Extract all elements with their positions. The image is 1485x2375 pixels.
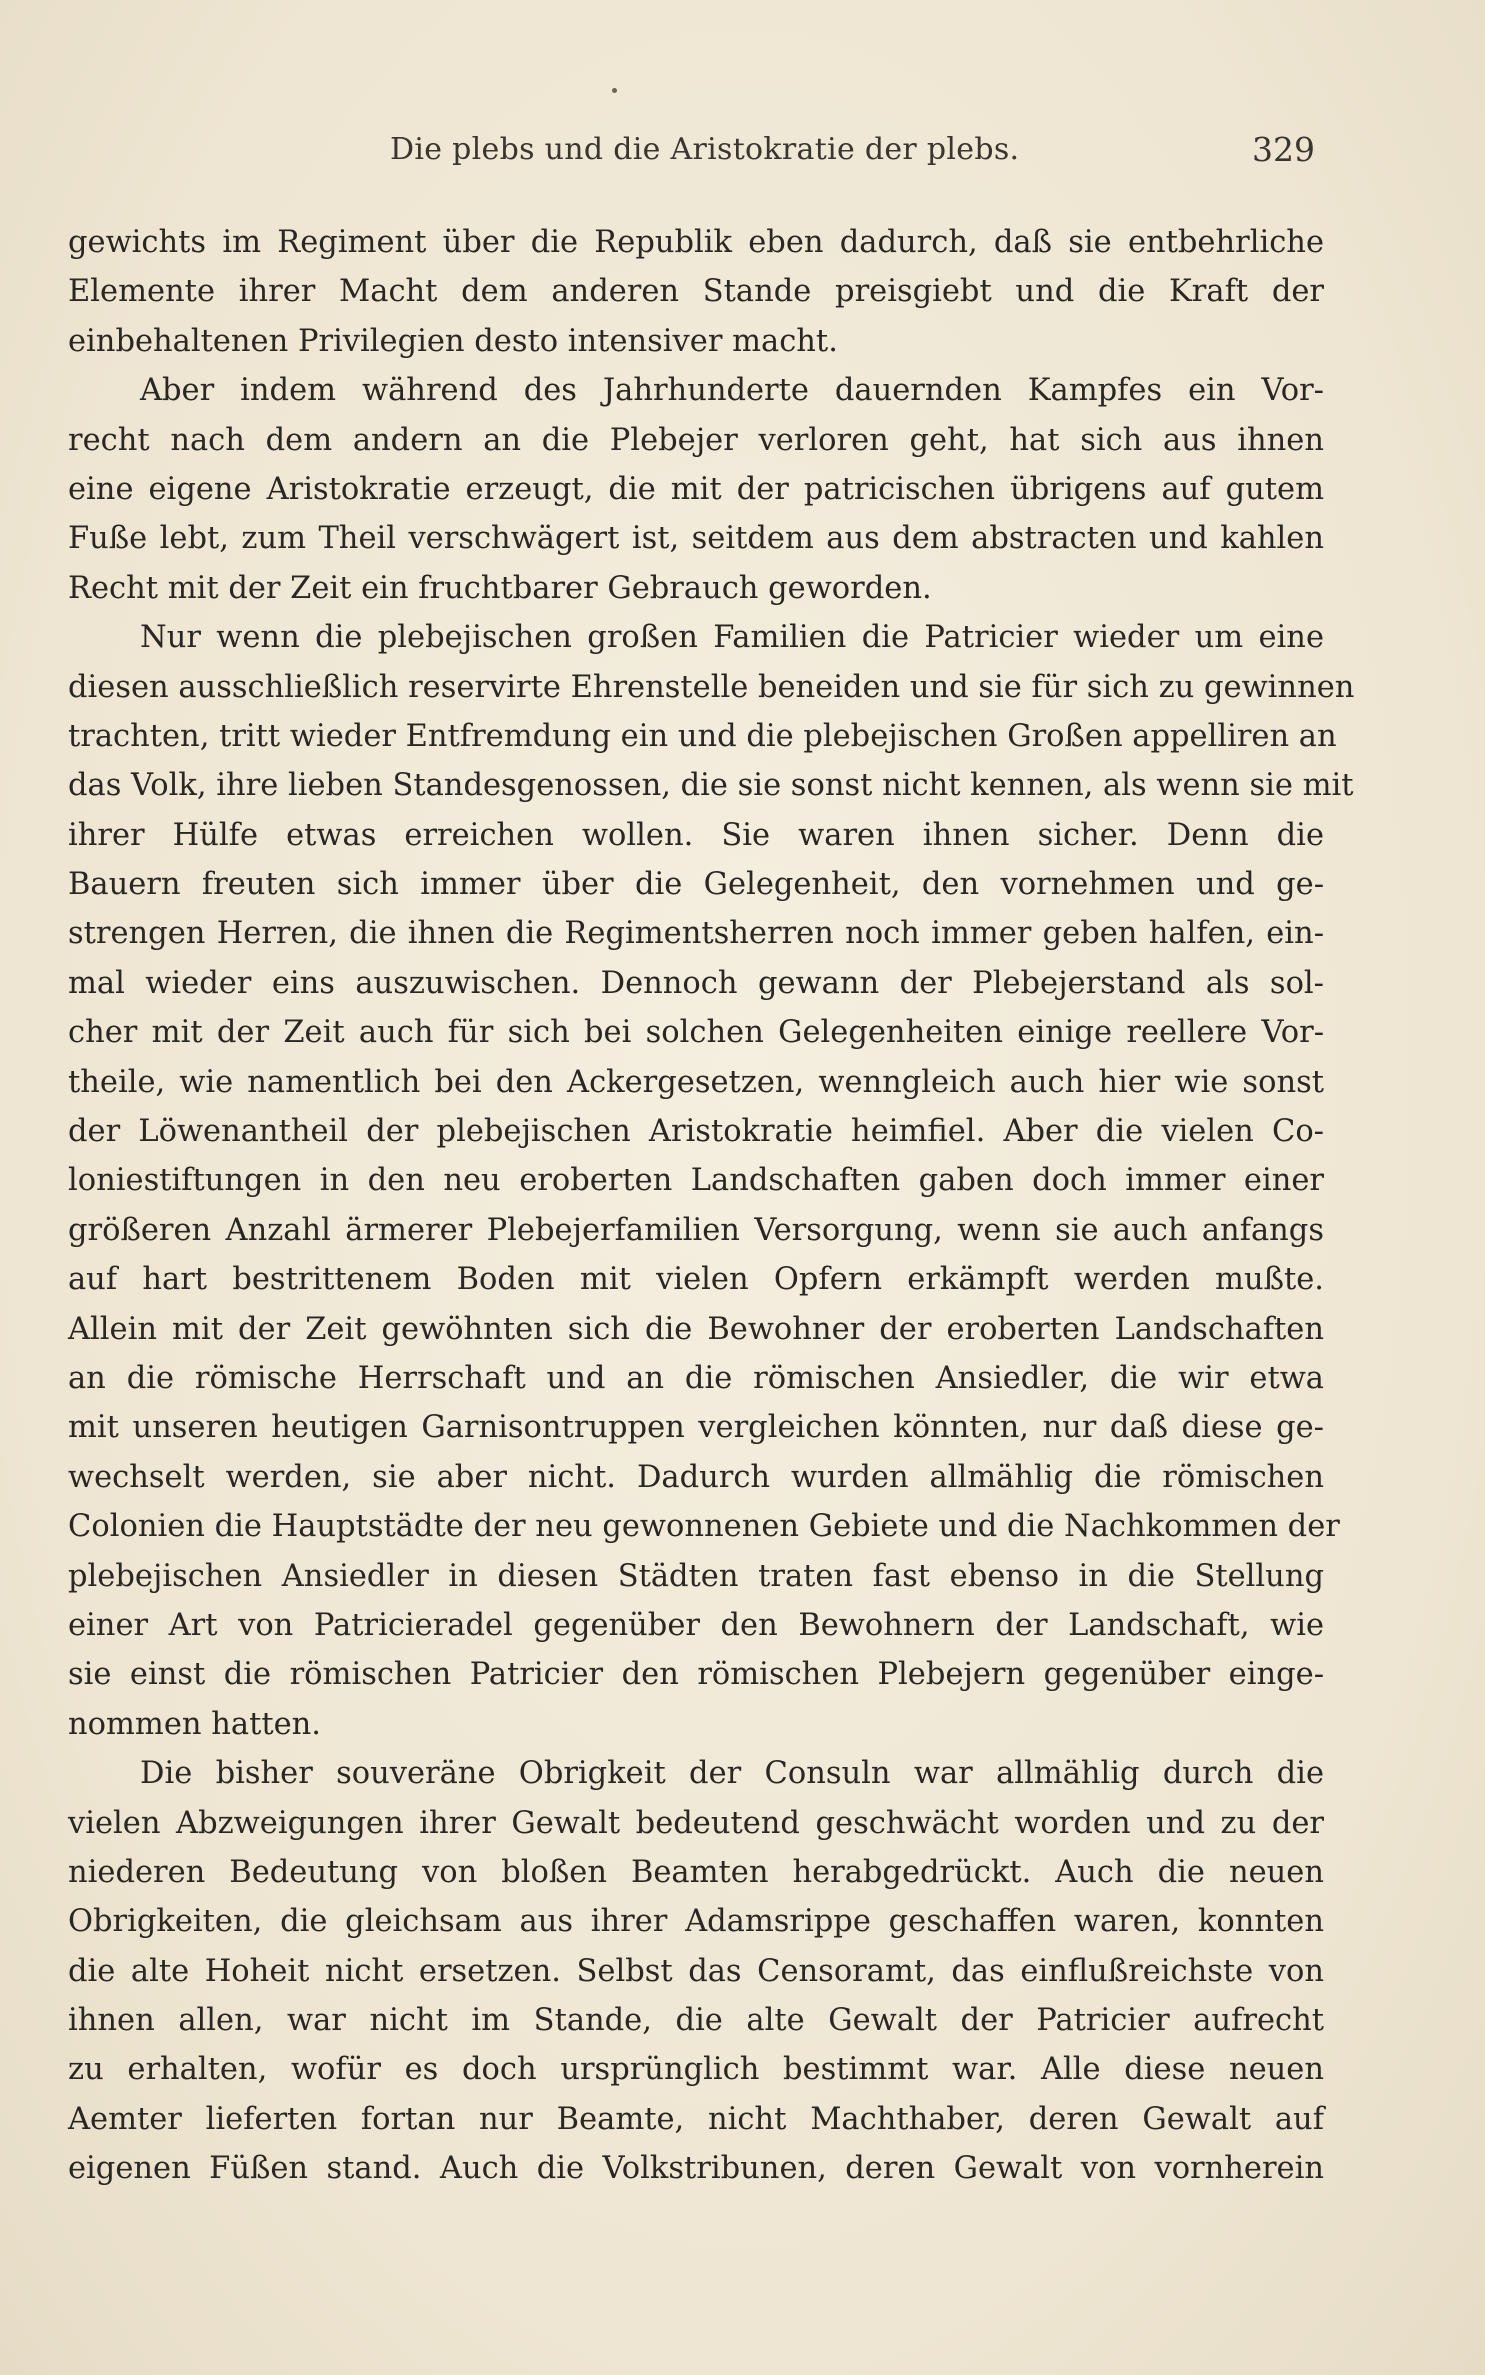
- text-line: an die römische Herrschaft und an die römischen Ansiedler, die wir etwa: [68, 1360, 1324, 1396]
- text-line: sie einst die römischen Patricier den römischen Plebejern gegenüber einge-: [68, 1657, 1324, 1693]
- text-line: eigenen Füßen stand. Auch die Volkstribunen, deren Gewalt von vornherein: [68, 2151, 1324, 2187]
- paragraph-end-line: nommen hatten.: [68, 1706, 321, 1742]
- text-line: gewichts im Regiment über die Republik eben dadurch, daß sie entbehrliche: [68, 225, 1324, 260]
- text-line: cher mit der Zeit auch für sich bei solchen Gelegenheiten einige reellere Vor-: [68, 1015, 1324, 1051]
- page-number: 329: [1252, 130, 1315, 169]
- text-line: vielen Abzweigungen ihrer Gewalt bedeutend geschwächt worden und zu der: [68, 1805, 1324, 1841]
- body-text: [68, 218, 1355, 2194]
- text-line: diesen ausschließlich reservirte Ehrenstelle beneiden und sie für sich zu gewinnen: [68, 669, 1355, 705]
- text-line: Colonien die Hauptstädte der neu gewonnenen Gebiete und die Nachkommen der: [68, 1509, 1340, 1545]
- text-line: mal wieder eins auszuwischen. Dennoch gewann der Plebejerstand als sol-: [68, 965, 1324, 1001]
- paragraph-start-line: Aber indem während des Jahrhunderte dauernden Kampfes ein Vor-: [140, 373, 1324, 409]
- text-line: recht nach dem andern an die Plebejer verloren geht, hat sich aus ihnen: [68, 422, 1324, 458]
- text-line: trachten, tritt wieder Entfremdung ein und die plebejischen Großen appelliren an: [68, 718, 1337, 754]
- text-line: Allein mit der Zeit gewöhnten sich die Bewohner der eroberten Landschaften: [68, 1311, 1324, 1347]
- text-line: der Löwenantheil der plebejischen Aristokratie heimfiel. Aber die vielen Co-: [68, 1114, 1324, 1150]
- text-line: theile, wie namentlich bei den Ackergesetzen, wenngleich auch hier wie sonst: [68, 1064, 1324, 1100]
- text-line: Aemter lieferten fortan nur Beamte, nicht Machthaber, deren Gewalt auf: [68, 2101, 1324, 2137]
- text-line: strengen Herren, die ihnen die Regimentsherren noch immer geben halfen, ein-: [68, 916, 1324, 952]
- text-line: loniestiftungen in den neu eroberten Landschaften gaben doch immer einer: [68, 1163, 1324, 1199]
- text-line: Elemente ihrer Macht dem anderen Stande preisgiebt und die Kraft der: [68, 274, 1324, 310]
- text-line: Obrigkeiten, die gleichsam aus ihrer Adamsrippe geschaffen waren, konnten: [68, 1904, 1324, 1940]
- running-header: Die plebs und die Aristokratie der plebs.: [390, 132, 1020, 167]
- text-line: Fuße lebt, zum Theil verschwägert ist, seitdem aus dem abstracten und kahlen: [68, 521, 1324, 557]
- text-line: eine eigene Aristokratie erzeugt, die mit der patricischen übrigens auf gutem: [68, 471, 1324, 507]
- text-line: auf hart bestrittenem Boden mit vielen Opfern erkämpft werden mußte.: [68, 1262, 1324, 1298]
- text-line: ihnen allen, war nicht im Stande, die alte Gewalt der Patricier aufrecht: [68, 2003, 1324, 2039]
- text-line: Bauern freuten sich immer über die Gelegenheit, den vornehmen und ge-: [68, 867, 1324, 903]
- text-line: plebejischen Ansiedler in diesen Städten traten fast ebenso in die Stellung: [68, 1558, 1324, 1594]
- text-line: wechselt werden, sie aber nicht. Dadurch wurden allmählig die römischen: [68, 1459, 1324, 1495]
- text-line: größeren Anzahl ärmerer Plebejerfamilien Versorgung, wenn sie auch anfangs: [68, 1212, 1324, 1248]
- text-line: ihrer Hülfe etwas erreichen wollen. Sie waren ihnen sicher. Denn die: [68, 817, 1324, 853]
- paragraph-end-line: einbehaltenen Privilegien desto intensiver macht.: [68, 323, 838, 359]
- paragraph-end-line: Recht mit der Zeit ein fruchtbarer Gebrauch geworden.: [68, 570, 932, 606]
- paragraph-start-line: Die bisher souveräne Obrigkeit der Consuln war allmählig durch die: [140, 1756, 1324, 1792]
- text-line: einer Art von Patricieradel gegenüber den Bewohnern der Landschaft, wie: [68, 1607, 1324, 1643]
- text-line: das Volk, ihre lieben Standesgenossen, die sie sonst nicht kennen, als wenn sie mit: [68, 768, 1354, 804]
- page-mark: [612, 88, 617, 93]
- text-line: zu erhalten, wofür es doch ursprünglich bestimmt war. Alle diese neuen: [68, 2052, 1324, 2088]
- text-line: niederen Bedeutung von bloßen Beamten herabgedrückt. Auch die neuen: [68, 1854, 1324, 1890]
- paragraph-start-line: Nur wenn die plebejischen großen Familien die Patricier wieder um eine: [140, 620, 1324, 656]
- text-line: die alte Hoheit nicht ersetzen. Selbst das Censoramt, das einflußreichste von: [68, 1953, 1324, 1989]
- text-line: mit unseren heutigen Garnisontruppen vergleichen könnten, nur daß diese ge-: [68, 1410, 1324, 1446]
